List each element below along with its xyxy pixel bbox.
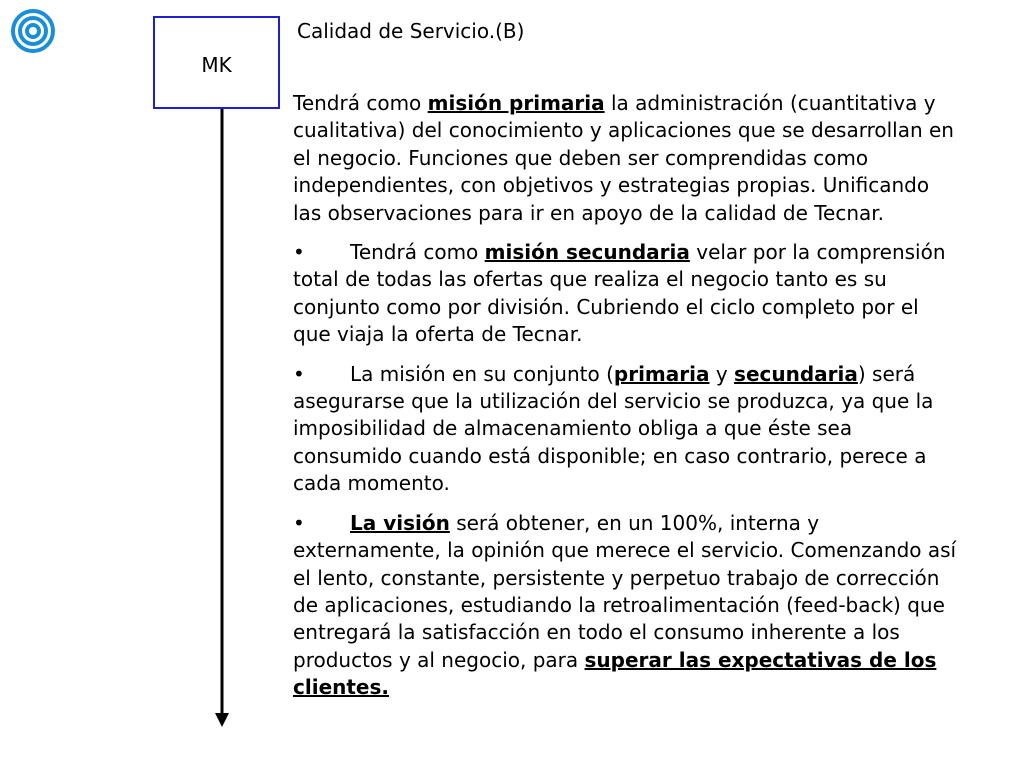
down-arrow-icon [212, 109, 232, 729]
bullet-icon: • [293, 361, 305, 386]
emphasis-mision-secundaria: misión secundaria [484, 240, 690, 265]
paragraph-vision [293, 510, 958, 702]
text-run: ) será asegurarse que la utilización del servicio se produzca, ya que la imposibilidad de almacenamiento obliga a que éste sea consumido cuando está disponible; en caso contrario, perece a cada momento. [293, 361, 934, 496]
emphasis-la-vision: La visión [350, 510, 450, 535]
paragraph-mision-secundaria [293, 239, 958, 349]
emphasis-primaria: primaria [613, 361, 710, 386]
text-run: será obtener, en un 100%, interna y externamente, la opinión que merece el servicio. Comenzando así el lento, constante, persistente y perpetuo trabajo de corrección de aplicaciones, estudiando la retroalimentación (feed-back) que entregará la satisfacción en todo el consumo inherente a los productos y al negocio, para [293, 510, 957, 672]
text-run: velar por la comprensión total de todas las ofertas que realiza el negocio tanto es su conjunto como por división. Cubriendo el ciclo completo por el que viaja la oferta de Tecnar. [293, 240, 946, 347]
text-run: la administración (cuantitativa y cualitativa) del conocimiento y aplicaciones que se desarrollan en el negocio. Funciones que deben ser comprendidas como independientes, con objetivos y estrategias propias. Unificando las observaciones para ir en apoyo de la calidad de Tecnar. [293, 91, 954, 225]
mk-box-label: MK [201, 52, 232, 77]
mk-box [153, 16, 280, 109]
emphasis-secundaria: secundaria [734, 361, 858, 386]
paragraph-mision-primaria [293, 90, 958, 227]
concentric-circles-logo-icon [10, 8, 56, 54]
slide-title: Calidad de Servicio.(B) [297, 19, 525, 43]
text-run: La misión en su conjunto ( [350, 361, 614, 386]
emphasis-superar-expectativas: superar las expectativas de los clientes. [293, 647, 937, 700]
paragraph-mision-conjunto [293, 361, 958, 498]
emphasis-mision-primaria: misión primaria [427, 91, 605, 115]
text-run: y [709, 361, 735, 386]
slide-body [293, 90, 958, 714]
text-run: Tendrá como [350, 240, 485, 265]
bullet-icon: • [293, 240, 305, 265]
bullet-icon: • [293, 510, 305, 535]
text-run: Tendrá como [293, 91, 428, 115]
